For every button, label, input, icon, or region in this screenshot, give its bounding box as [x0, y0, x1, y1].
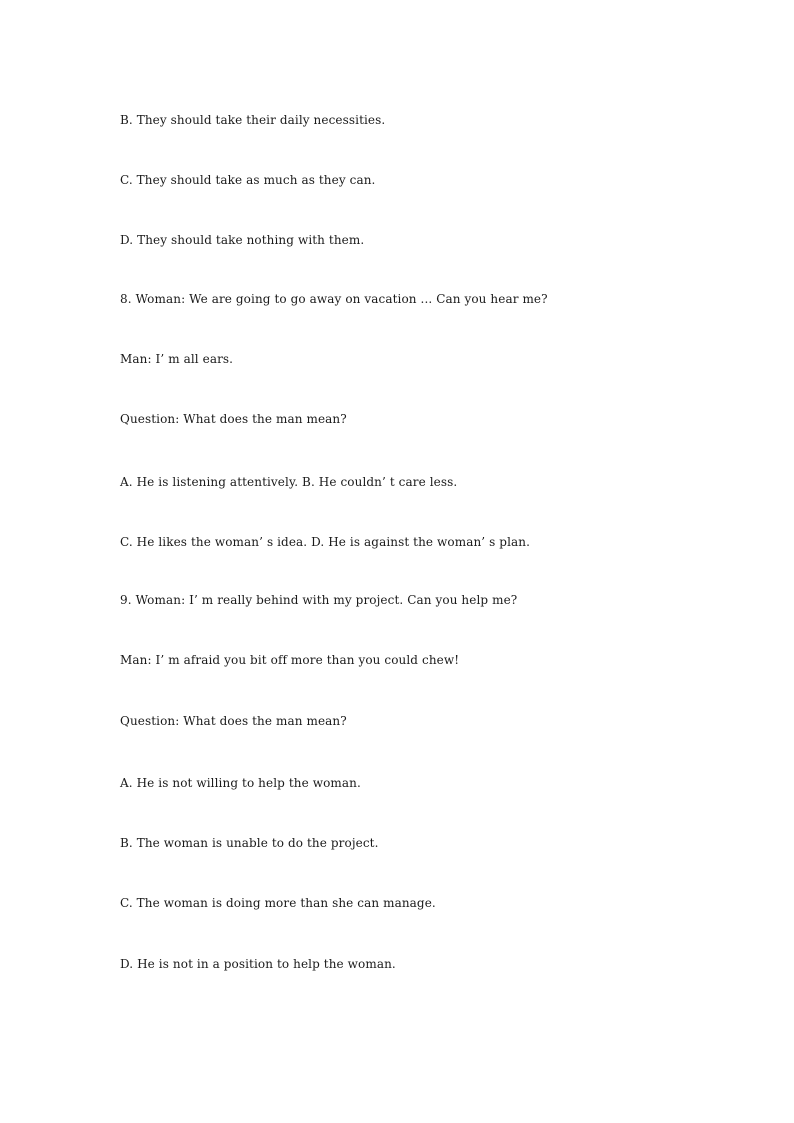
- q7-option-b: B. They should take their daily necessities.: [120, 113, 386, 127]
- q9-option-c: C. The woman is doing more than she can manage.: [120, 896, 436, 910]
- q9-option-a: A. He is not willing to help the woman.: [120, 776, 361, 790]
- q8-question: Question: What does the man mean?: [120, 412, 347, 426]
- q8-options-ab: A. He is listening attentively. B. He couldn’ t care less.: [120, 475, 458, 489]
- q7-option-d: D. They should take nothing with them.: [120, 233, 365, 247]
- q8-options-cd: C. He likes the woman’ s idea. D. He is against the woman’ s plan.: [120, 535, 531, 549]
- q9-man-line: Man: I’ m afraid you bit off more than you could chew!: [120, 653, 460, 667]
- q8-woman-line: 8. Woman: We are going to go away on vacation ... Can you hear me?: [120, 292, 548, 306]
- q9-option-b: B. The woman is unable to do the project.: [120, 836, 379, 850]
- q9-woman-line: 9. Woman: I’ m really behind with my project. Can you help me?: [120, 593, 518, 607]
- q9-option-d: D. He is not in a position to help the woman.: [120, 957, 396, 971]
- q8-man-line: Man: I’ m all ears.: [120, 352, 234, 366]
- q9-question: Question: What does the man mean?: [120, 714, 347, 728]
- q7-option-c: C. They should take as much as they can.: [120, 173, 376, 187]
